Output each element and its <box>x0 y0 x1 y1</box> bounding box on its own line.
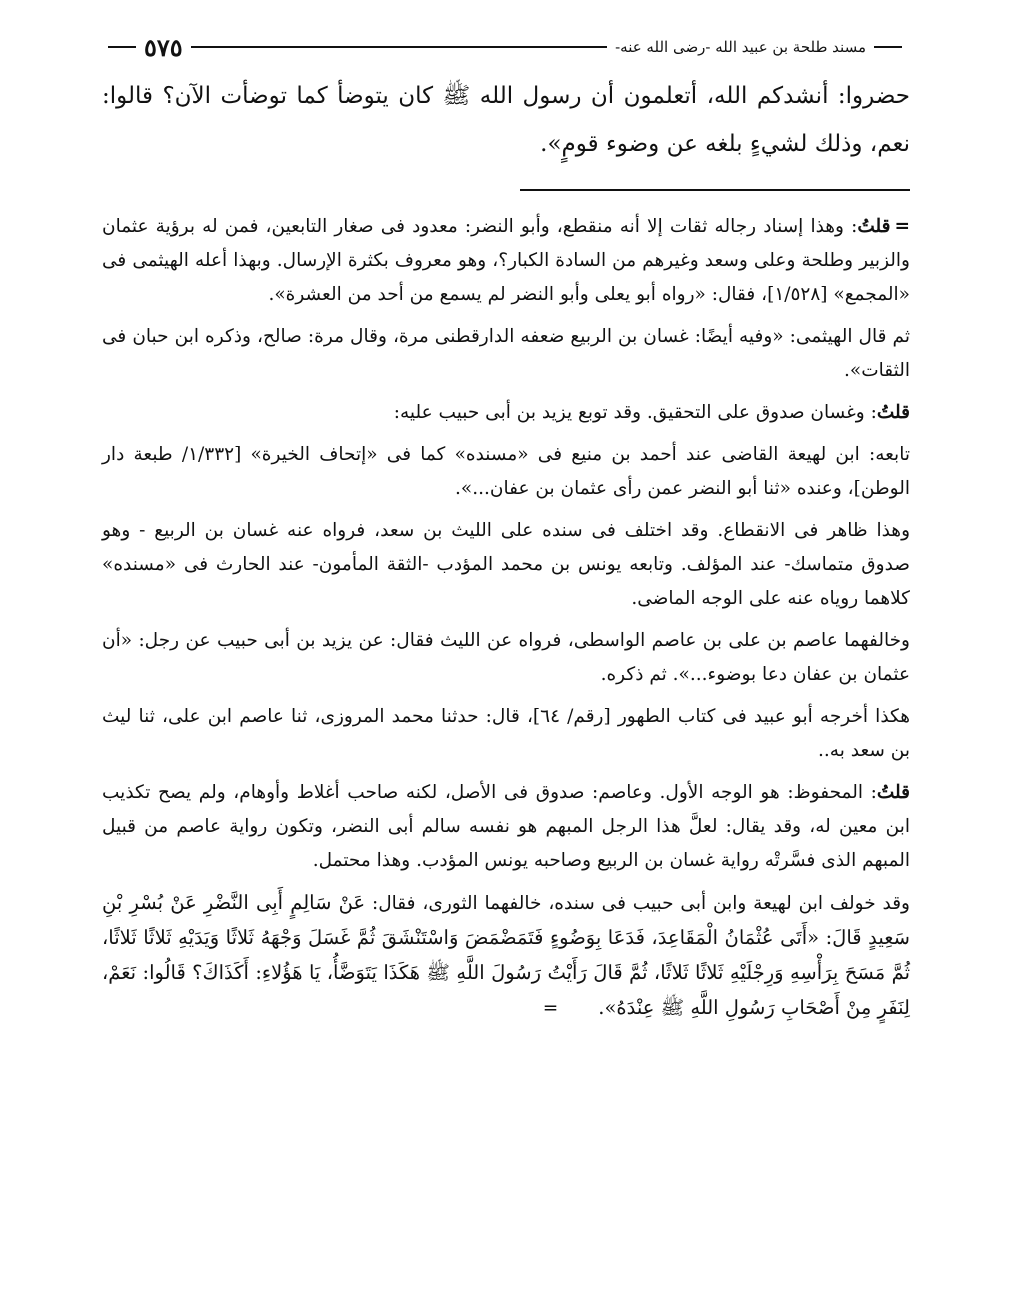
note-paragraph-7: هكذا أخرجه أبو عبيد فى كتاب الطهور [رقم/ ٦٤]، قال: حدثنا محمد المروزى، ثنا عاصم ابن على، ثنا ليث بن سعد به.. <box>102 706 910 761</box>
continuation-sign: = <box>542 998 559 1019</box>
note-paragraph-6: وخالفهما عاصم بن على بن عاصم الواسطى، فرواه عن الليث فقال: عن يزيد بن أبى حبيب عن رجل: «أن عثمان بن عفان دعا بوضوء...». ثم ذكره. <box>102 630 910 685</box>
header-title: مسند طلحة بن عبيد الله -رضى الله عنه- <box>615 38 866 56</box>
equals-sign: = <box>894 216 910 237</box>
note-paragraph-2: ثم قال الهيثمى: «وفيه أيضًا: غسان بن الربيع ضعفه الدارقطنى مرة، وقال مرة: صالح، وذكره ابن حبان فى الثقات». <box>102 326 910 381</box>
main-text <box>102 72 910 168</box>
header-rule-left <box>108 46 136 48</box>
note-paragraph-8 <box>102 776 910 878</box>
qulto-label: قلتُ <box>857 216 891 237</box>
page-number: ٥٧٥ <box>144 32 183 62</box>
note-paragraph-1 <box>102 210 910 312</box>
note-text: : وغسان صدوق على التحقيق. وقد توبع يزيد بن أبى حبيب عليه: <box>393 402 877 423</box>
hadith-text: عَنْ سَالِمٍ أَبِى النَّضْرِ عَنْ بُسْرِ بْنِ سَعِيدٍ قَالَ: «أَتَى عُثْمَانُ الْمَقَاعِدَ، فَدَعَا بِوَضُوءٍ فَتَمَضْمَضَ وَاسْتَنْشَقَ ثُمَّ غَسَلَ وَجْهَهُ ثَلاثًا وَيَدَيْهِ ثَلاثًا ثَلاثًا، ثُمَّ مَسَحَ بِرَأْسِهِ وَرِجْلَيْهِ ثَلاثًا ثَلاثًا، ثُمَّ قَالَ رَأَيْتُ رَسُولَ اللَّهِ ﷺ هَكَذَا يَتَوَضَّأُ، يَا هَؤُلاءِ: أَكَذَاكَ؟ قَالُوا: نَعَمْ، لِنَفَرٍ مِنْ أَصْحَابِ رَسُولِ اللَّهِ ﷺ عِنْدَهُ». <box>102 891 910 1019</box>
running-header <box>100 30 910 64</box>
note-paragraph-4: تابعه: ابن لهيعة القاضى عند أحمد بن منيع فى «مسنده» كما فى «إتحاف الخيرة» [١/٣٣٢/ طبعة دار الوطن]، وعنده «ثنا أبو النضر عمن رأى عثمان بن عفان...». <box>102 444 910 499</box>
qulto-label: قلتُ <box>876 402 910 423</box>
main-paragraph: حضروا: أنشدكم الله، أتعلمون أن رسول الله ﷺ كان يتوضأ كما توضأت الآن؟ قالوا: نعم، وذلك لشيءٍ بلغه عن وضوء قومٍ». <box>102 83 910 157</box>
note-paragraph-5: وهذا ظاهر فى الانقطاع. وقد اختلف فى سنده على الليث بن سعد، فرواه عنه غسان بن الربيع - وهو صدوق متماسك- عند المؤلف. وتابعه يونس بن محمد المؤدب -الثقة المأمون- عند الحارث فى «مسنده» كلاهما روياه عنه على الوجه الماضى. <box>102 520 910 609</box>
note-text: : المحفوظ: هو الوجه الأول. وعاصم: صدوق فى الأصل، لكنه صاحب أغلاط وأوهام، ولم يصح تكذيب ابن معين له، وقد يقال: لعلَّ هذا الرجل المبهم هو نفسه سالم أبى النضر، وتكون رواية عاصم من قبيل المبهم الذى فسَّرتْه رواية غسان بن الربيع وصاحبه يونس المؤدب. وهذا محتمل. <box>102 782 910 871</box>
footnote-separator <box>520 189 910 191</box>
note-text: : وهذا إسناد رجاله ثقات إلا أنه منقطع، وأبو النضر: معدود فى صغار التابعين، فمن له برؤية عثمان والزبير وطلحة وعلى وسعد وغيرهم من السادة الكبار؟، وهو معروف بكثرة الإرسال. وبهذا أعله الهيثمى فى «المجمع» [١/٥٢٨]، فقال: «رواه أبو يعلى وأبو النضر لم يسمع من أحد من العشرة». <box>102 216 910 305</box>
note-paragraph-9 <box>102 886 910 1026</box>
note-paragraph-3 <box>102 396 910 430</box>
header-rule-middle <box>191 46 607 48</box>
commentary <box>102 210 910 1034</box>
note-text: وقد خولف ابن لهيعة وابن أبى حبيب فى سنده، خالفهما الثورى، فقال: <box>372 893 910 914</box>
header-rule-right <box>874 46 902 48</box>
qulto-label: قلتُ <box>876 782 910 803</box>
